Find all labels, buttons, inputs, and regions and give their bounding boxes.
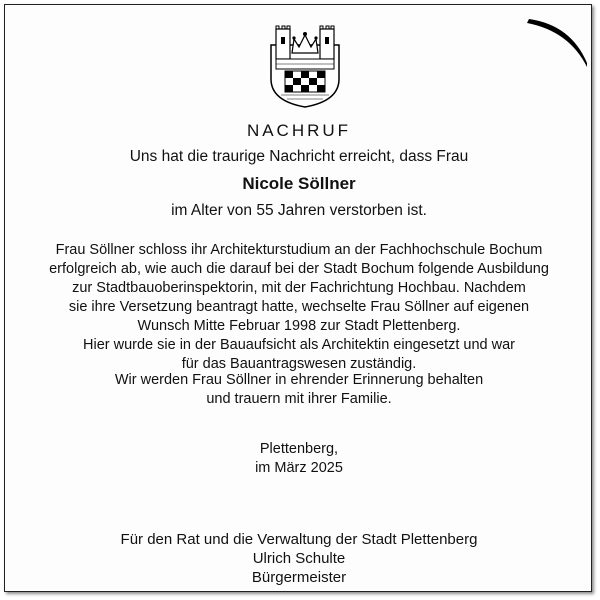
place-line: Plettenberg, [259,441,339,457]
page-title: NACHRUF [246,121,352,140]
signature-block [5,530,592,587]
place-date [5,440,592,478]
mourning-band-icon [471,5,591,95]
signature-organization: Für den Rat und die Verwaltung der Stadt Plettenberg [120,531,478,548]
body-line: Wunsch Mitte Februar 1998 zur Stadt Plettenberg. [137,318,461,334]
memory-line: und trauern mit ihrer Familie. [206,391,392,407]
obituary-card [4,4,592,592]
coat-of-arms-icon [267,23,343,109]
body-line: zur Stadtbauoberinspektorin, mit der Fachrichtung Hochbau. Nachdem [72,280,526,296]
date-line: im März 2025 [255,460,343,476]
age-text: im Alter von 55 Jahren verstorben ist. [171,202,427,219]
body-line: für das Bauantragswesen zuständig. [181,356,417,372]
body-line: Hier wurde sie in der Bauaufsicht als Architektin eingesetzt und war [83,337,515,353]
intro-text: Uns hat die traurige Nachricht erreicht, dass Frau [129,148,469,165]
body-line: sie ihre Versetzung beantragt hatte, wechselte Frau Söllner auf eigenen [68,299,530,315]
body-line: Frau Söllner schloss ihr Architekturstudium an der Fachhochschule Bochum [55,242,543,258]
deceased-name: Nicole Söllner [242,174,356,193]
memory-paragraph [5,371,592,409]
biography-paragraph [5,241,592,374]
memory-line: Wir werden Frau Söllner in ehrender Erinnerung behalten [114,372,484,388]
body-line: erfolgreich ab, wie auch die darauf bei der Stadt Bochum folgende Ausbildung [49,261,549,277]
signature-role: Bürgermeister [251,569,347,586]
signature-name: Ulrich Schulte [252,550,346,567]
